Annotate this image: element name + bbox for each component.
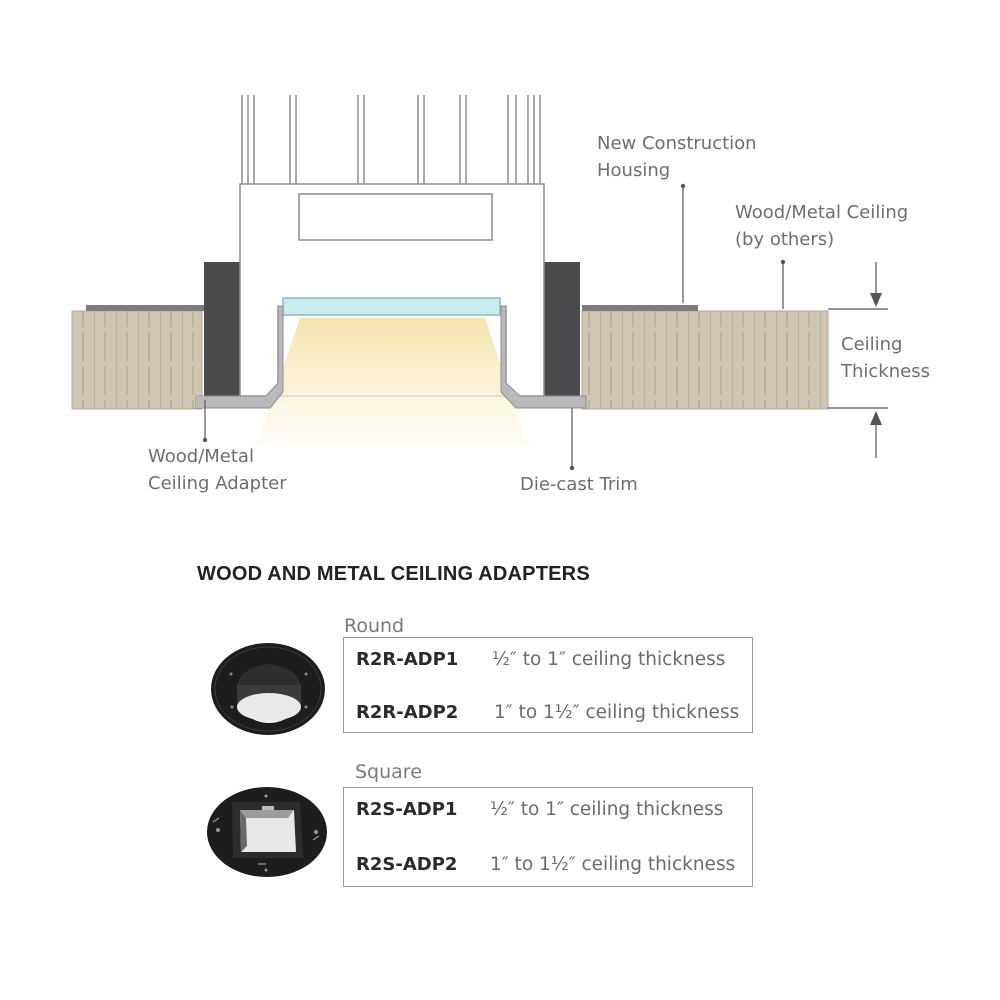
adapter-label: [148, 443, 287, 497]
square-adapter-table: [343, 787, 753, 887]
lens: [283, 298, 500, 315]
adapter-label-line2: Ceiling Adapter: [148, 473, 287, 494]
thickness-label-line2: Thickness: [841, 361, 930, 382]
ceiling-label: [735, 199, 908, 253]
square-row-2-code: R2S-ADP2: [356, 854, 458, 875]
trim-label: Die-cast Trim: [520, 474, 638, 495]
ceiling-label-line2: (by others): [735, 229, 835, 250]
ceiling-label-line1: Wood/Metal Ceiling: [735, 202, 909, 223]
round-adapter-table: [343, 637, 753, 733]
round-group-label: Round: [344, 615, 405, 637]
section-title: WOOD AND METAL CEILING ADAPTERS: [197, 563, 590, 585]
round-row-2-desc: 1″ to 1½″ ceiling thickness: [494, 702, 740, 723]
ceiling-right: [582, 311, 828, 409]
adapter-label-line1: Wood/Metal: [148, 446, 254, 467]
right-flange: [582, 305, 698, 311]
square-group-label: Square: [355, 761, 422, 783]
light-beam: [256, 318, 528, 446]
ceiling-left: [72, 311, 202, 409]
housing-label: [597, 130, 757, 184]
square-adapter-icon: [207, 787, 327, 877]
round-row-1-code: R2R-ADP1: [356, 649, 459, 670]
ceiling-adapter-left: [204, 262, 240, 396]
thickness-label-line1: Ceiling: [841, 334, 903, 355]
housing-label-line1: New Construction: [597, 133, 757, 154]
ceiling-adapter-right: [544, 262, 580, 396]
round-row-1-desc: ½″ to 1″ ceiling thickness: [492, 649, 726, 670]
housing-label-line2: Housing: [597, 160, 671, 181]
thickness-label: [841, 331, 930, 385]
round-row-2-code: R2R-ADP2: [356, 702, 459, 723]
left-flange: [86, 305, 204, 311]
square-row-2-desc: 1″ to 1½″ ceiling thickness: [490, 854, 736, 875]
square-row-1-code: R2S-ADP1: [356, 799, 458, 820]
trim-lip-left: [196, 396, 204, 408]
round-adapter-icon: [211, 643, 325, 735]
square-row-1-desc: ½″ to 1″ ceiling thickness: [490, 799, 724, 820]
